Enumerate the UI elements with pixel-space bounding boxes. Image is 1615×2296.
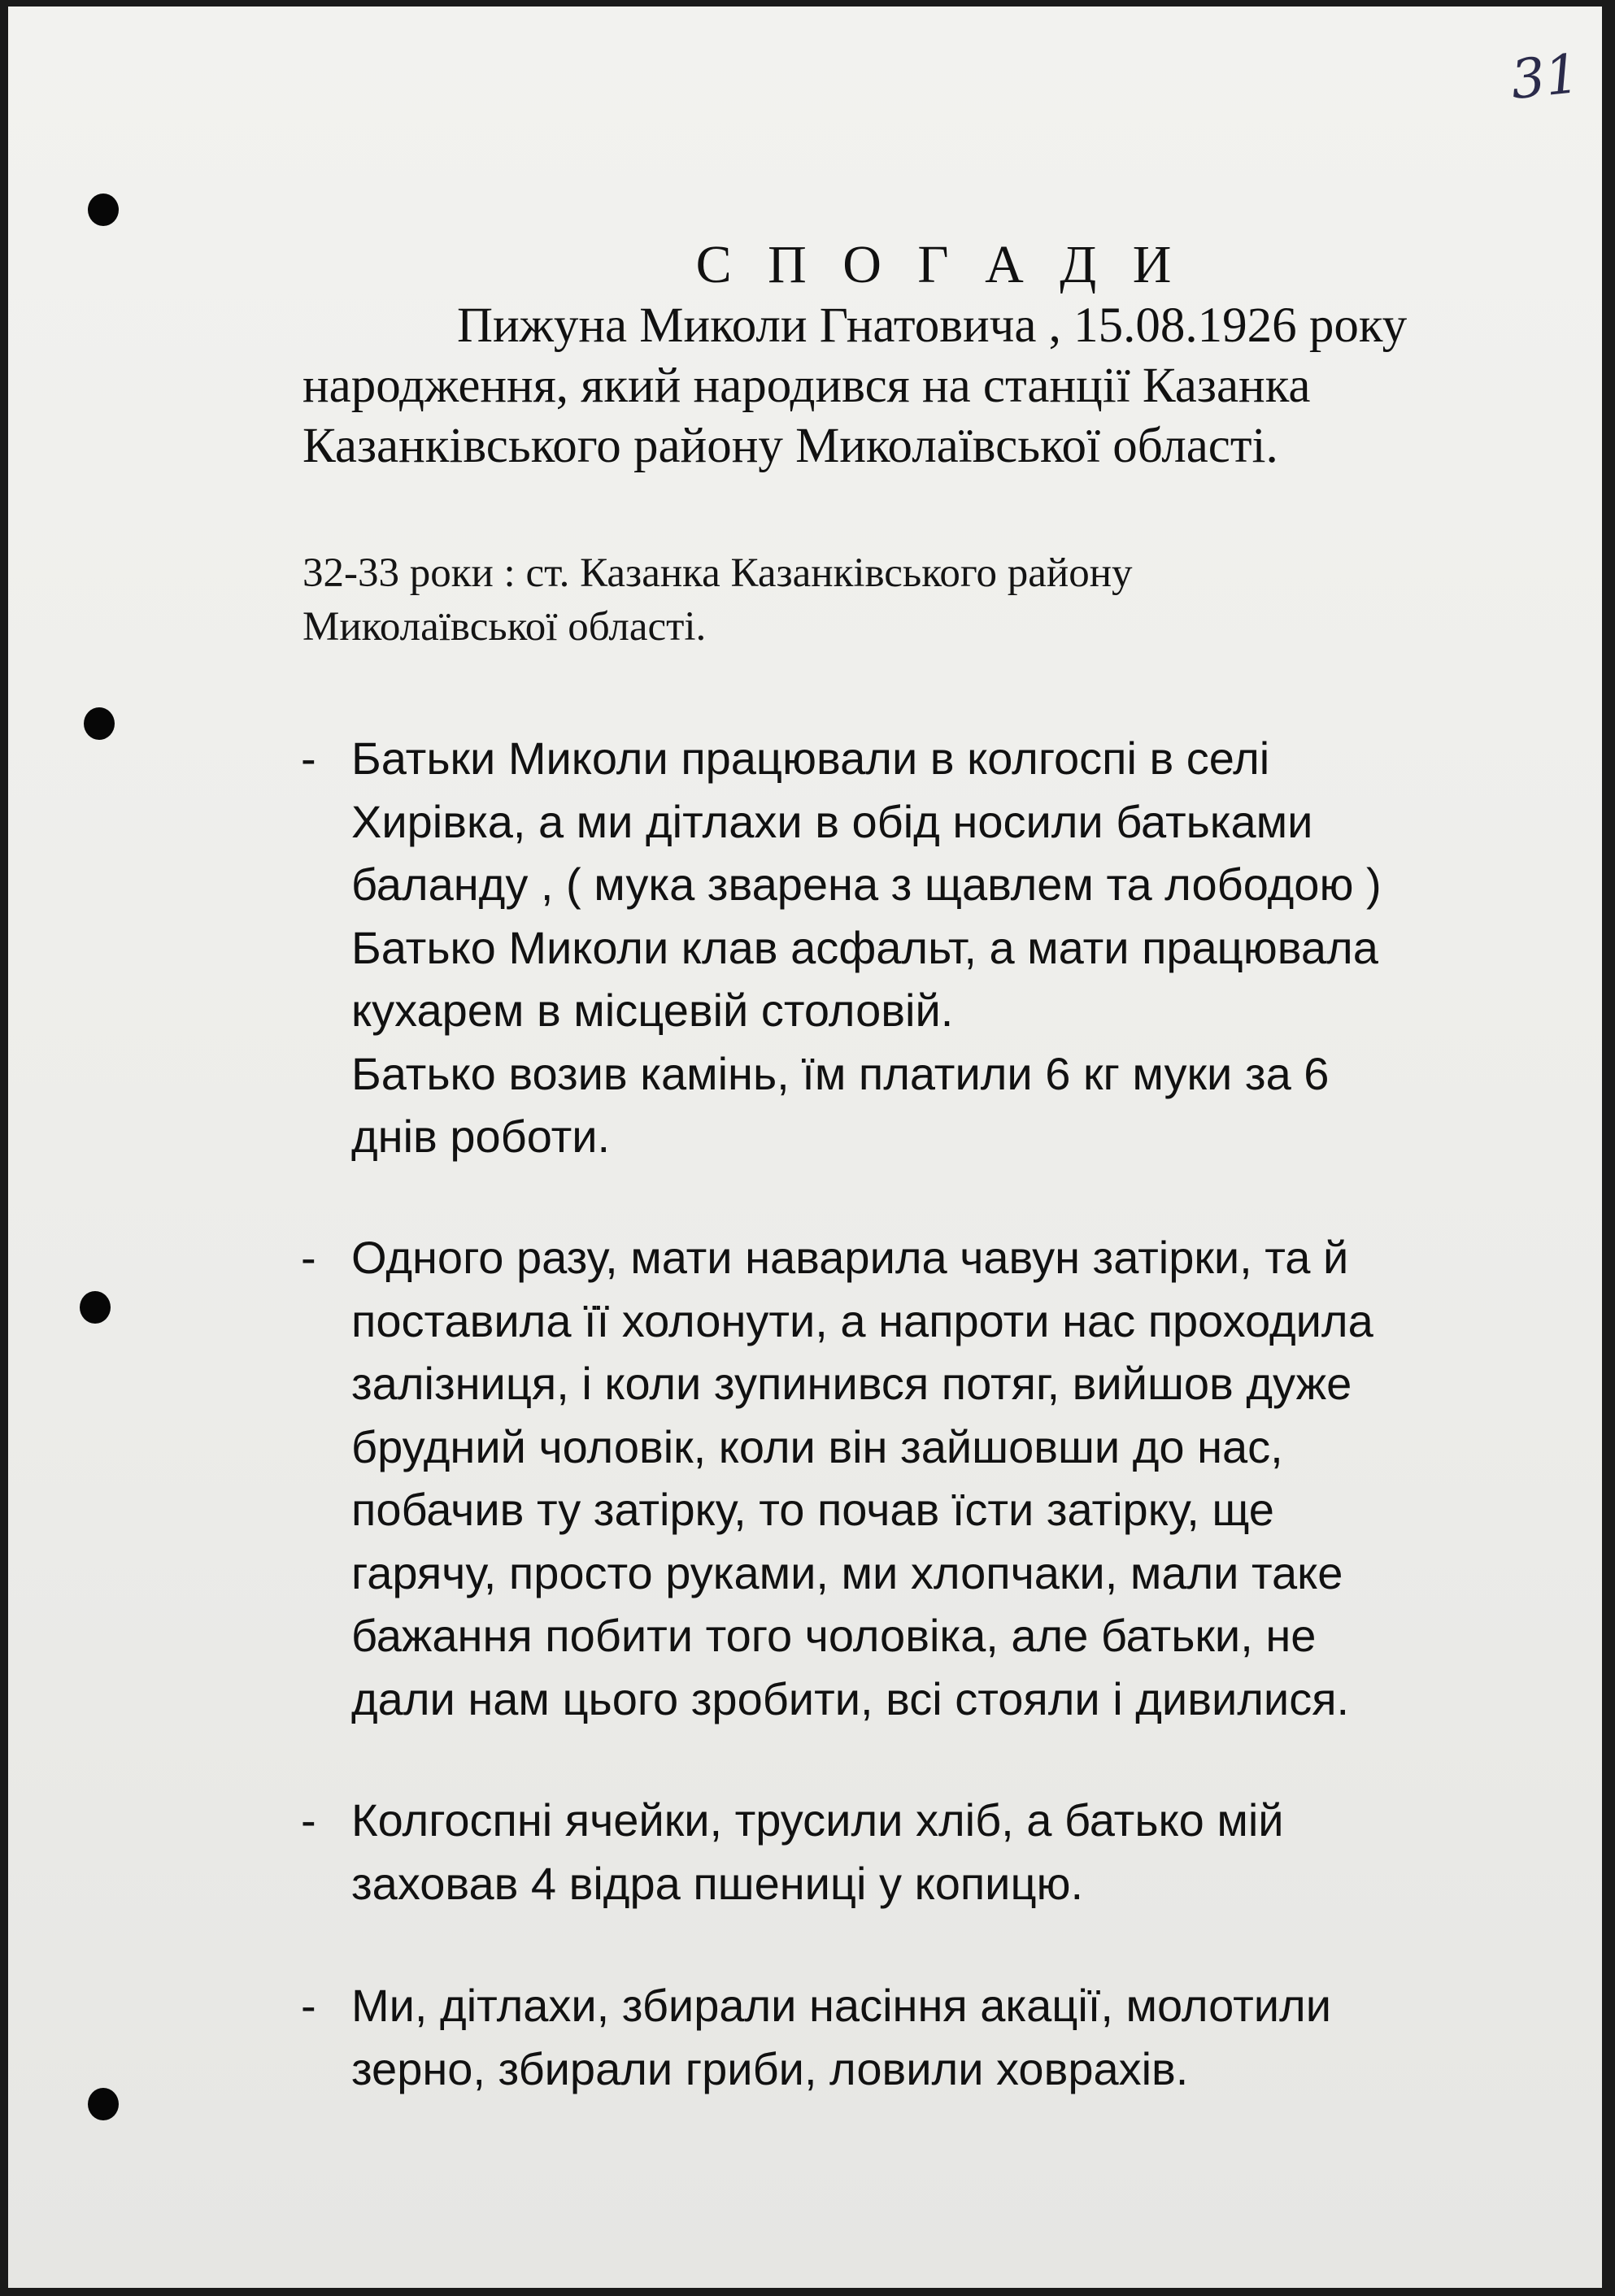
bullet-line: баланду , ( мука зварена з щавлем та лободою ) <box>351 859 1382 910</box>
bullet-dash: - <box>301 1232 316 1283</box>
bullet-line: Хирівка, а ми дітлахи в обід носили батьками <box>351 795 1313 847</box>
bullet-line: брудний чоловік, коли він зайшовши до нас, <box>351 1420 1283 1472</box>
bullet-dash: - <box>301 1980 316 2031</box>
handwritten-page-number: 31 <box>1508 41 1582 112</box>
bullet-line: дали нам цього зробити, всі стояли і дивилися. <box>351 1672 1350 1724</box>
intro-line: Пижуна Миколи Гнатовича , 15.08.1926 року <box>457 298 1408 353</box>
intro-line: народження, який народився на станції Казанка <box>303 359 1311 413</box>
bullet-line: Одного разу, мати наварила чавун затірки, та й <box>351 1232 1349 1283</box>
bullet-line: Батьки Миколи працювали в колгоспі в селі <box>351 733 1270 784</box>
bullet-line: днів роботи. <box>351 1111 611 1162</box>
bullet-item <box>301 1789 1504 1915</box>
bullet-line: гарячу, просто руками, ми хлопчаки, мали таке <box>351 1546 1343 1598</box>
bullet-line: Батько Миколи клав асфальт, а мати працювала <box>351 921 1378 973</box>
bullet-line: бажання побити того чоловіка, але батьки, не <box>351 1610 1317 1661</box>
punch-hole-icon <box>80 1291 111 1324</box>
bullet-line: Ми, дітлахи, збирали насіння акації, молотили <box>351 1980 1331 2031</box>
bullet-line: поставила її холонути, а напроти нас проходила <box>351 1294 1373 1346</box>
bullet-item <box>301 1974 1504 2100</box>
intro-line: Казанківського району Миколаївської області. <box>303 419 1278 473</box>
bullet-line: Батько возив камінь, їм платили 6 кг муки за 6 <box>351 1047 1330 1099</box>
bullet-line: зерно, збирали гриби, ловили ховрахів. <box>351 2042 1189 2094</box>
document-title: С П О Г А Д И <box>695 235 1183 294</box>
bullet-line: кухарем в місцевій столовій. <box>351 985 954 1036</box>
period-line: Миколаївської області. <box>303 604 707 650</box>
bullet-line: залізниця, і коли зупинився потяг, вийшов дуже <box>351 1358 1352 1409</box>
bullet-line: Колгоспні ячейки, трусили хліб, а батько мій <box>351 1794 1284 1846</box>
bullet-item <box>301 727 1504 1168</box>
period-line: 32-33 роки : ст. Казанка Казанківського району <box>303 550 1133 596</box>
period-location <box>303 546 1441 654</box>
bullet-dash: - <box>301 733 316 784</box>
bullet-line: заховав 4 відра пшениці у копицю. <box>351 1857 1084 1909</box>
document-page <box>8 7 1602 2288</box>
bullet-item <box>301 1226 1504 1730</box>
bullet-line: побачив ту затірку, то почав їсти затірку, ще <box>351 1484 1274 1535</box>
punch-hole-icon <box>84 707 115 740</box>
bullet-dash: - <box>301 1794 316 1846</box>
punch-hole-icon <box>88 194 119 226</box>
punch-hole-icon <box>88 2088 119 2120</box>
intro-paragraph <box>303 296 1539 476</box>
